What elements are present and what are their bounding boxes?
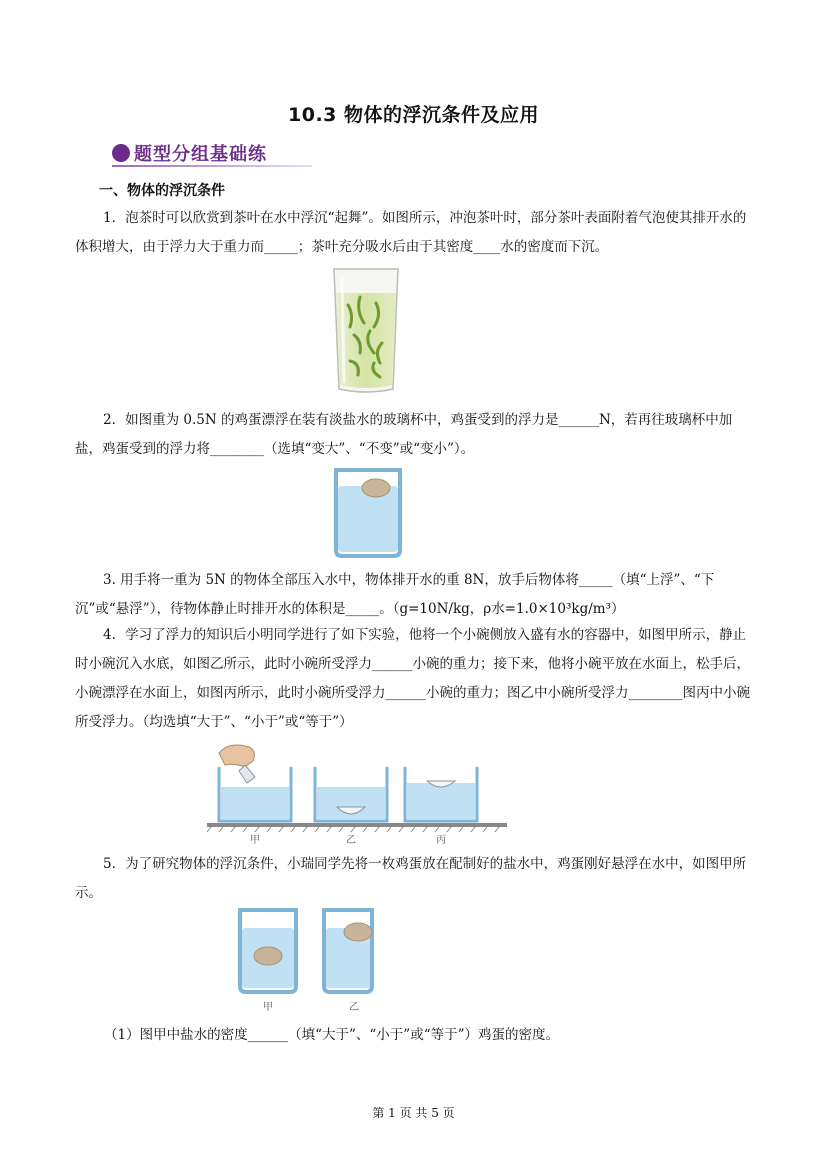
question-5-part-1: （1）图甲中盐水的密度______（填“大于”、“小于”或“等于”）鸡蛋的密度。 bbox=[104, 1027, 559, 1043]
bowl-experiment-figure bbox=[205, 737, 515, 847]
fig5-caption-a: 甲 bbox=[263, 1002, 273, 1013]
question-2: 2．如图重为 0.5N 的鸡蛋漂浮在装有淡盐水的玻璃杯中，鸡蛋受到的浮力是______N，若再往玻璃杯中加盐，鸡蛋受到的浮力将________（选填“变大”、“不变”或“变小”）。 bbox=[75, 412, 733, 457]
question-4: 4．学习了浮力的知识后小明同学进行了如下实验，他将一个小碗侧放入盛有水的容器中，如图甲所示，静止时小碗沉入水底，如图乙所示，此时小碗所受浮力______小碗的重力；接下来，他将小碗平放在水面上，松手后，小碗漂浮在水面上，如图丙所示，此时小碗所受浮力______小碗的重力；图乙中小碗所受浮力________图丙中小碗所受浮力。（均选填“大于”、“小于”或“等于”） bbox=[75, 627, 750, 730]
section-banner-label: 题型分组基础练 bbox=[134, 144, 267, 165]
question-5: 5．为了研究物体的浮沉条件，小瑞同学先将一枚鸡蛋放在配制好的盐水中，鸡蛋刚好悬浮在水中，如图甲所示。 bbox=[75, 856, 747, 901]
question-1: 1．泡茶时可以欣赏到茶叶在水中浮沉“起舞”。如图所示，冲泡茶叶时，部分茶叶表面附着气泡使其排开水的体积增大，由于浮力大于重力而_____；茶叶充分吸水后由于其密度____水的密度而下沉。 bbox=[75, 210, 747, 255]
tea-glass-figure bbox=[330, 265, 402, 397]
fig4-caption-c: 丙 bbox=[436, 835, 446, 846]
fig4-caption-b: 乙 bbox=[346, 835, 356, 846]
page-footer: 第 1 页 共 5 页 bbox=[372, 1106, 455, 1120]
fig4-caption-a: 甲 bbox=[250, 835, 260, 846]
egg-salt-water-figure bbox=[234, 906, 374, 1018]
question-3: 3. 用手将一重为 5N 的物体全部压入水中，物体排开水的重 8N，放手后物体将_____（填“上浮”、“下沉”或“悬浮”），待物体静止时排开水的体积是_____。（g=10N/kg，ρ水=1.0×10³kg/m³） bbox=[75, 572, 715, 617]
section-banner bbox=[112, 140, 312, 168]
section-heading: 一、物体的浮沉条件 bbox=[99, 183, 225, 199]
egg-beaker-figure bbox=[330, 466, 406, 558]
page-title: 10.3 物体的浮沉条件及应用 bbox=[288, 104, 539, 126]
banner-underline bbox=[112, 165, 312, 167]
fig5-caption-b: 乙 bbox=[349, 1002, 359, 1013]
bullet-dot-icon bbox=[112, 144, 130, 162]
